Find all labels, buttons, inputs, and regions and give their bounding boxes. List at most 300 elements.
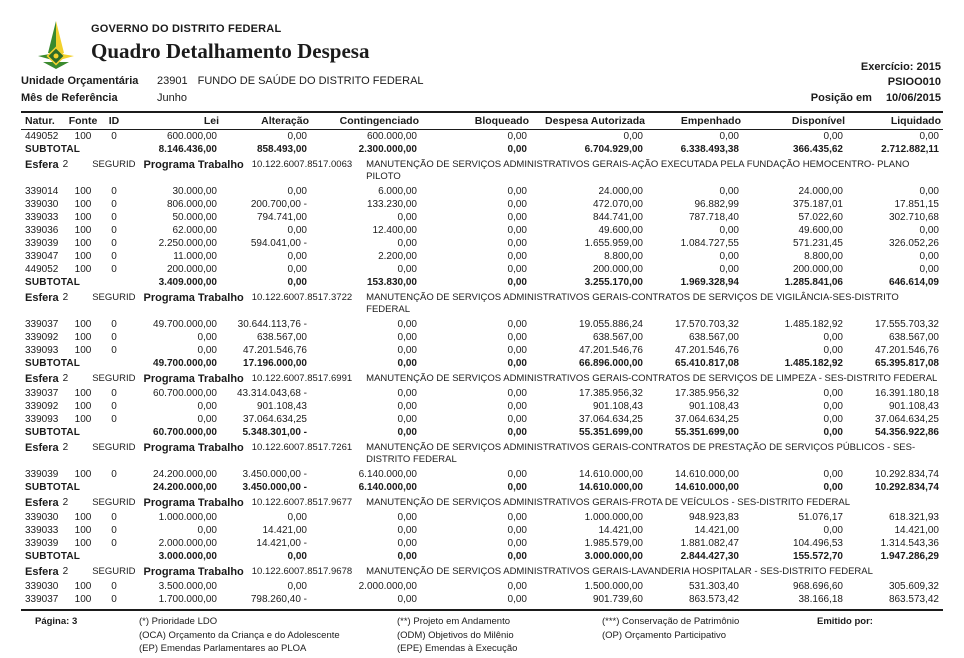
esfera-segurid: SEGURID	[92, 373, 136, 384]
cell: 14.421,00	[598, 525, 643, 536]
cell: 787.718,40	[688, 212, 739, 223]
table-row	[21, 524, 943, 537]
cell: 200.000,00	[592, 264, 643, 275]
subtotal-row	[21, 550, 943, 563]
cell: 339014	[25, 186, 59, 197]
cell: 339039	[25, 469, 59, 480]
subtotal-label: SUBTOTAL	[25, 277, 81, 288]
cell: 100	[74, 264, 92, 275]
cell: 62.000,00	[172, 225, 217, 236]
cell: 798.260,40 -	[250, 594, 307, 605]
legend-column-a	[139, 615, 397, 656]
cell: 0,00	[507, 594, 527, 605]
cell: 0,00	[919, 264, 939, 275]
cell: 155.572,70	[792, 551, 843, 562]
cell: 0,00	[507, 332, 527, 343]
cell: 0,00	[507, 512, 527, 523]
esfera-label: Esfera	[25, 566, 59, 578]
cell: 200.000,00	[166, 264, 217, 275]
esfera-segurid: SEGURID	[92, 497, 136, 508]
cell: 100	[74, 319, 92, 330]
table-body	[21, 130, 943, 606]
esfera-number: 2	[62, 373, 69, 384]
cell: 47.201.546,76	[675, 345, 739, 356]
cell: 17.196.000,00	[243, 358, 307, 369]
cell: 326.052,26	[888, 238, 939, 249]
cell: 0	[111, 186, 117, 197]
cell: 0,00	[823, 345, 843, 356]
esfera-label: Esfera	[25, 292, 59, 304]
cell: 0	[111, 525, 117, 536]
cell: 0,00	[397, 594, 417, 605]
cell: 100	[74, 251, 92, 262]
subtotal-label: SUBTOTAL	[25, 427, 81, 438]
cell: 0,00	[507, 225, 527, 236]
cell: 302.710,68	[888, 212, 939, 223]
cell: 339037	[25, 594, 59, 605]
cell: 366.435,62	[792, 144, 843, 155]
cell: 14.610.000,00	[579, 482, 643, 493]
cell: 17.570.703,32	[675, 319, 739, 330]
cell: 0,00	[287, 264, 307, 275]
cell: 0	[111, 199, 117, 210]
esfera-segurid: SEGURID	[92, 442, 136, 453]
cell: 6.140.000,00	[358, 482, 417, 493]
esfera-number: 2	[62, 497, 69, 508]
table-row	[21, 318, 943, 331]
cell: 100	[74, 212, 92, 223]
cell: 0	[111, 264, 117, 275]
cell: 100	[74, 345, 92, 356]
cell: 0,00	[719, 131, 739, 142]
cell: 65.410.817,08	[675, 358, 739, 369]
col-lei: Lei	[203, 115, 219, 127]
cell: 37.064.634,25	[579, 414, 643, 425]
cell: 0,00	[719, 186, 739, 197]
cell: 60.700.000,00	[153, 388, 217, 399]
report-title: Quadro Detalhamento Despesa	[91, 39, 370, 63]
cell: 0	[111, 538, 117, 549]
cell: 14.421,00	[694, 525, 739, 536]
cell: 14.421,00	[894, 525, 939, 536]
cell: 594.041,00 -	[250, 238, 307, 249]
cell: 794.741,00	[256, 212, 307, 223]
cell: 60.700.000,00	[153, 427, 217, 438]
cell: 0,00	[397, 551, 417, 562]
cell: 0,00	[397, 358, 417, 369]
cell: 0	[111, 469, 117, 480]
esfera-label: Esfera	[25, 373, 59, 385]
esfera-number: 2	[62, 159, 69, 170]
programa-trabalho-code: 10.122.6007.8517.9678	[251, 566, 353, 577]
cell: 37.064.634,25	[675, 414, 739, 425]
cell: 47.201.546,76	[579, 345, 643, 356]
col-natur: Natur.	[25, 115, 55, 127]
cell: 200.000,00	[792, 264, 843, 275]
cell: 0,00	[397, 319, 417, 330]
cell: 17.385.956,32	[675, 388, 739, 399]
cell: 600.000,00	[166, 131, 217, 142]
col-id: ID	[108, 115, 120, 127]
unidade-line	[21, 74, 943, 89]
cell: 0,00	[287, 551, 307, 562]
table-row	[21, 593, 943, 606]
cell: 100	[74, 199, 92, 210]
cell: 1.285.841,06	[784, 277, 843, 288]
cell: 0,00	[507, 144, 527, 155]
cell: 0,00	[507, 319, 527, 330]
col-empenhado: Empenhado	[680, 115, 741, 127]
mes-label: Mês de Referência	[21, 92, 118, 104]
cell: 863.573,42	[688, 594, 739, 605]
cell: 339039	[25, 538, 59, 549]
cell: 100	[74, 401, 92, 412]
esfera-row	[21, 289, 943, 318]
cell: 14.610.000,00	[675, 482, 739, 493]
legend-item: (ODM) Objetivos do Milênio	[397, 629, 514, 641]
cell: 100	[74, 131, 92, 142]
cell: 1.485.182,92	[784, 358, 843, 369]
cell: 0	[111, 581, 117, 592]
cell: 638.567,00	[888, 332, 939, 343]
cell: 0,00	[507, 538, 527, 549]
cell: 1.655.959,00	[584, 238, 643, 249]
cell: 17.851,15	[894, 199, 939, 210]
programa-trabalho-description: MANUTENÇÃO DE SERVIÇOS ADMINISTRATIVOS GERAIS-CONTRATOS DE SERVIÇOS DE LIMPEZA - SES-DISTRITO FEDERAL	[366, 373, 938, 384]
cell: 901.739,60	[592, 594, 643, 605]
col-despesa-autorizada: Despesa Autorizada	[545, 115, 645, 127]
cell: 0,00	[507, 551, 527, 562]
cell: 100	[74, 225, 92, 236]
cell: 3.255.170,00	[584, 277, 643, 288]
cell: 38.166,18	[798, 594, 843, 605]
cell: 0,00	[823, 414, 843, 425]
table-row	[21, 400, 943, 413]
cell: 0,00	[507, 414, 527, 425]
legend-item: (**) Projeto em Andamento	[397, 616, 511, 627]
cell: 0,00	[823, 469, 843, 480]
table-row	[21, 237, 943, 250]
cell: 17.555.703,32	[875, 319, 939, 330]
col-contingenciado: Contingenciado	[339, 115, 419, 127]
cell: 0,00	[397, 525, 417, 536]
cell: 100	[74, 581, 92, 592]
cell: 24.000,00	[798, 186, 843, 197]
cell: 37.064.634,25	[243, 414, 307, 425]
cell: 100	[74, 594, 92, 605]
cell: 0,00	[507, 251, 527, 262]
cell: 1.985.579,00	[584, 538, 643, 549]
esfera-number: 2	[62, 566, 69, 577]
cell: 339093	[25, 345, 59, 356]
cell: 0,00	[919, 251, 939, 262]
cell: 0,00	[287, 225, 307, 236]
cell: 339039	[25, 238, 59, 249]
cell: 0,00	[397, 401, 417, 412]
programa-trabalho-code: 10.122.6007.8517.3722	[251, 292, 353, 303]
cell: 0,00	[719, 251, 739, 262]
cell: 0	[111, 225, 117, 236]
programa-trabalho-code: 10.122.6007.8517.6991	[251, 373, 353, 384]
programa-trabalho-description: MANUTENÇÃO DE SERVIÇOS ADMINISTRATIVOS GERAIS-CONTRATOS DE SERVIÇOS DE VIGILÂNCIA-SES-DISTRITO FEDERAL	[366, 292, 899, 315]
cell: 0,00	[919, 225, 939, 236]
cell: 47.201.546,76	[875, 345, 939, 356]
cell: 0,00	[287, 186, 307, 197]
cell: 2.000.000,00	[158, 538, 217, 549]
cell: 339033	[25, 212, 59, 223]
footer-rule	[21, 609, 943, 611]
cell: 0	[111, 332, 117, 343]
cell: 0,00	[507, 345, 527, 356]
cell: 100	[74, 538, 92, 549]
cell: 0,00	[197, 332, 217, 343]
cell: 0,00	[397, 264, 417, 275]
cell: 0	[111, 401, 117, 412]
cell: 305.609,32	[888, 581, 939, 592]
cell: 100	[74, 388, 92, 399]
legend-item: (EPE) Emendas à Execução	[397, 643, 518, 654]
cell: 55.351.699,00	[579, 427, 643, 438]
cell: 1.485.182,92	[784, 319, 843, 330]
cell: 0	[111, 414, 117, 425]
cell: 339093	[25, 414, 59, 425]
cell: 16.391.180,18	[875, 388, 939, 399]
cell: 339092	[25, 401, 59, 412]
cell: 0,00	[397, 345, 417, 356]
programa-trabalho-label: Programa Trabalho	[143, 373, 244, 385]
cell: 3.500.000,00	[158, 581, 217, 592]
cell: 600.000,00	[366, 131, 417, 142]
legend-item: (OP) Orçamento Participativo	[602, 629, 727, 641]
cell: 0,00	[287, 277, 307, 288]
cell: 3.450.000,00 -	[242, 482, 307, 493]
table-row	[21, 211, 943, 224]
cell: 0,00	[397, 332, 417, 343]
cell: 1.000.000,00	[158, 512, 217, 523]
cell: 0,00	[397, 388, 417, 399]
cell: 0,00	[823, 427, 843, 438]
esfera-row	[21, 156, 943, 185]
report-footer	[21, 615, 943, 656]
cell: 3.450.000,00 -	[242, 469, 307, 480]
programa-trabalho-label: Programa Trabalho	[143, 159, 244, 171]
cell: 0,00	[507, 131, 527, 142]
cell: 153.830,00	[366, 277, 417, 288]
cell: 54.356.922,86	[875, 427, 939, 438]
cell: 0,00	[823, 482, 843, 493]
cell: 0	[111, 319, 117, 330]
cell: 8.800,00	[804, 251, 843, 262]
cell: 0,00	[397, 538, 417, 549]
cell: 0,00	[197, 345, 217, 356]
cell: 65.395.817,08	[875, 358, 939, 369]
cell: 858.493,00	[256, 144, 307, 155]
cell: 0,00	[287, 512, 307, 523]
cell: 0,00	[623, 131, 643, 142]
cell: 0,00	[507, 199, 527, 210]
posicao-value: 10/06/2015	[885, 92, 941, 104]
subtotal-row	[21, 276, 943, 289]
cell: 2.250.000,00	[158, 238, 217, 249]
cell: 0,00	[507, 238, 527, 249]
cell: 0,00	[507, 388, 527, 399]
cell: 200.700,00 -	[250, 199, 307, 210]
cell: 0,00	[197, 401, 217, 412]
table-row	[21, 537, 943, 550]
cell: 375.187,01	[792, 199, 843, 210]
cell: 2.000.000,00	[358, 581, 417, 592]
cell: 2.844.427,30	[680, 551, 739, 562]
cell: 449052	[25, 131, 59, 142]
cell: 0,00	[719, 264, 739, 275]
programa-trabalho-label: Programa Trabalho	[143, 497, 244, 509]
subtotal-row	[21, 143, 943, 156]
table-header-row	[21, 113, 943, 130]
cell: 49.600,00	[598, 225, 643, 236]
programa-trabalho-description: MANUTENÇÃO DE SERVIÇOS ADMINISTRATIVOS GERAIS-AÇÃO EXECUTADA PELA FUNDAÇÃO HEMOCENTRO- PLANO PILOTO	[366, 159, 910, 182]
cell: 339037	[25, 388, 59, 399]
cell: 5.348.301,00 -	[242, 427, 307, 438]
cell: 0,00	[507, 581, 527, 592]
cell: 100	[74, 525, 92, 536]
cell: 10.292.834,74	[875, 469, 939, 480]
cell: 472.070,00	[592, 199, 643, 210]
cell: 3.409.000,00	[158, 277, 217, 288]
cell: 100	[74, 469, 92, 480]
table-row	[21, 344, 943, 357]
cell: 0	[111, 251, 117, 262]
cell: 0,00	[823, 131, 843, 142]
cell: 10.292.834,74	[875, 482, 939, 493]
unidade-code: 23901	[157, 75, 188, 87]
cell: 339037	[25, 319, 59, 330]
programa-trabalho-code: 10.122.6007.8517.0063	[251, 159, 353, 170]
programa-trabalho-label: Programa Trabalho	[143, 566, 244, 578]
cell: 6.338.493,38	[680, 144, 739, 155]
esfera-row	[21, 370, 943, 387]
table-row	[21, 185, 943, 198]
programa-trabalho-label: Programa Trabalho	[143, 292, 244, 304]
subtotal-row	[21, 481, 943, 494]
posicao-line	[811, 91, 941, 106]
cell: 1.000.000,00	[584, 512, 643, 523]
cell: 49.600,00	[798, 225, 843, 236]
cell: 2.300.000,00	[358, 144, 417, 155]
cell: 0,00	[823, 525, 843, 536]
subtotal-label: SUBTOTAL	[25, 358, 81, 369]
cell: 339047	[25, 251, 59, 262]
legend-item: (OCA) Orçamento da Criança e do Adolescente	[139, 629, 340, 641]
cell: 0,00	[507, 358, 527, 369]
table-row	[21, 263, 943, 276]
cell: 0,00	[197, 414, 217, 425]
cell: 51.076,17	[798, 512, 843, 523]
cell: 100	[74, 414, 92, 425]
cell: 0,00	[507, 186, 527, 197]
cell: 0,00	[287, 131, 307, 142]
cell: 24.000,00	[598, 186, 643, 197]
unidade-label: Unidade Orçamentária	[21, 75, 139, 87]
cell: 100	[74, 238, 92, 249]
table-row	[21, 331, 943, 344]
programa-trabalho-description: MANUTENÇÃO DE SERVIÇOS ADMINISTRATIVOS GERAIS-LAVANDERIA HOSPITALAR - SES-DISTRITO FEDERAL	[366, 566, 873, 577]
cell: 19.055.886,24	[579, 319, 643, 330]
esfera-row	[21, 494, 943, 511]
cell: 0,00	[719, 225, 739, 236]
cell: 100	[74, 186, 92, 197]
cell: 55.351.699,00	[675, 427, 739, 438]
page-number: Página: 3	[35, 616, 78, 627]
cell: 0	[111, 512, 117, 523]
cell: 8.146.436,00	[158, 144, 217, 155]
cell: 339030	[25, 581, 59, 592]
cell: 0,00	[507, 427, 527, 438]
cell: 49.700.000,00	[153, 358, 217, 369]
cell: 901.108,43	[256, 401, 307, 412]
cell: 12.400,00	[372, 225, 417, 236]
cell: 0	[111, 131, 117, 142]
table-row	[21, 387, 943, 400]
cell: 0,00	[197, 525, 217, 536]
subtotal-label: SUBTOTAL	[25, 144, 81, 155]
cell: 339092	[25, 332, 59, 343]
posicao-label: Posição em	[810, 92, 872, 104]
cell: 104.496,53	[792, 538, 843, 549]
cell: 0,00	[823, 401, 843, 412]
cell: 0,00	[919, 131, 939, 142]
cell: 8.800,00	[604, 251, 643, 262]
cell: 901.108,43	[688, 401, 739, 412]
legend-item: (*) Prioridade LDO	[139, 616, 218, 627]
cell: 339030	[25, 512, 59, 523]
cell: 449052	[25, 264, 59, 275]
cell: 646.614,09	[888, 277, 939, 288]
cell: 0	[111, 238, 117, 249]
legend-column-b	[397, 615, 602, 656]
programa-trabalho-code: 10.122.6007.8517.7261	[251, 442, 353, 453]
subtotal-label: SUBTOTAL	[25, 482, 81, 493]
table-row	[21, 468, 943, 481]
col-fonte: Fonte	[68, 115, 98, 127]
org-name: GOVERNO DO DISTRITO FEDERAL	[91, 23, 282, 35]
mes-value: Junho	[157, 92, 187, 104]
esfera-label: Esfera	[25, 442, 59, 454]
cell: 1.084.727,55	[680, 238, 739, 249]
cell: 100	[74, 332, 92, 343]
cell: 14.421,00 -	[256, 538, 307, 549]
cell: 901.108,43	[592, 401, 643, 412]
cell: 339030	[25, 199, 59, 210]
cell: 2.712.882,11	[881, 144, 939, 155]
report-code: PSIOO010	[887, 76, 941, 88]
cell: 0,00	[507, 401, 527, 412]
cell: 6.704.929,00	[584, 144, 643, 155]
cell: 3.000.000,00	[584, 551, 643, 562]
cell: 0,00	[397, 427, 417, 438]
legend-item: (***) Conservação de Patrimônio	[602, 616, 740, 627]
cell: 1.969.328,94	[680, 277, 739, 288]
cell: 0,00	[397, 212, 417, 223]
esfera-number: 2	[62, 292, 69, 303]
esfera-row	[21, 563, 943, 580]
esfera-label: Esfera	[25, 159, 59, 171]
cell: 968.696,60	[792, 581, 843, 592]
cell: 339036	[25, 225, 59, 236]
cell: 0,00	[919, 186, 939, 197]
col-disponivel: Disponível	[791, 115, 845, 127]
cell: 133.230,00	[366, 199, 417, 210]
cell: 2.200,00	[378, 251, 417, 262]
